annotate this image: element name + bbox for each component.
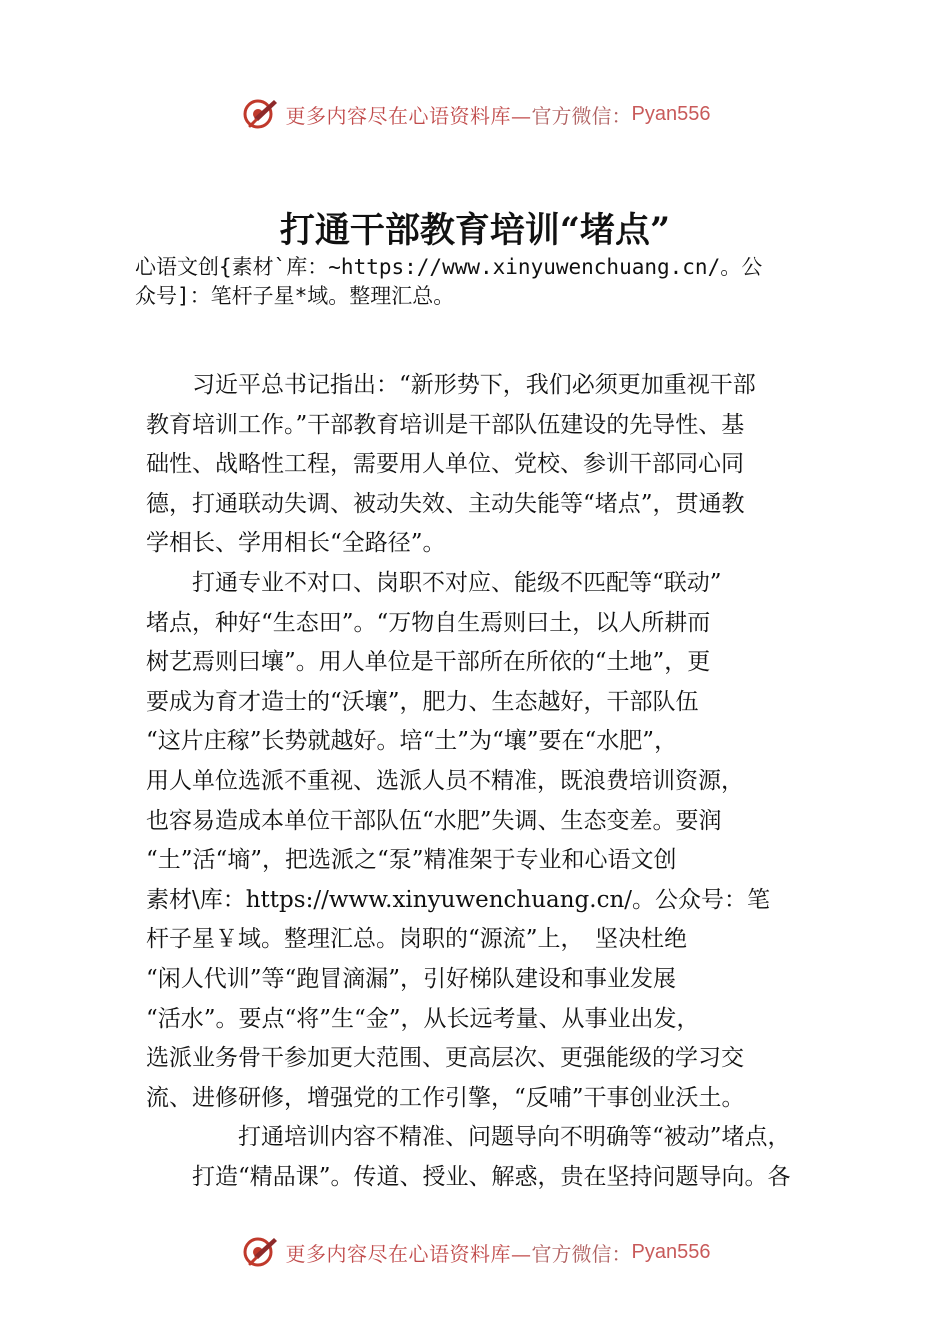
watermark-wechat-id: Pyan556 (631, 1240, 711, 1263)
body-line: “土”活“墒”，把选派之“泵”精准架于专业和心语文创 (146, 847, 677, 874)
body-line: 打通专业不对口、岗职不对应、能级不匹配等“联动” (146, 569, 722, 596)
source-note (135, 253, 815, 311)
body-line: 选派业务骨干参加更大范围、更高层次、更强能级的学习交 (146, 1045, 744, 1072)
body-line: 树艺焉则曰壤”。用人单位是干部所在所依的“土地”，更 (146, 649, 711, 676)
body-line: 素材\库：https://www.xinyuwenchuang.cn/。公众号：笔 (146, 886, 771, 913)
body-line: 础性、战略性工程，需要用人单位、党校、参训干部同心同 (146, 451, 744, 478)
body-line: “闲人代训”等“跑冒滴漏”，引好梯队建设和事业发展 (146, 965, 677, 992)
body-line: 打通培训内容不精准、问题导向不明确等“被动”堵点， (146, 1124, 791, 1151)
pen-logo-icon (240, 1232, 280, 1272)
watermark-wechat-id: Pyan556 (631, 102, 711, 125)
body-line: 用人单位选派不重视、选派人员不精准，既浪费培训资源， (146, 767, 744, 794)
source-line: 众号]：笔杆子星*域。整理汇总。 (135, 284, 455, 308)
watermark-text: 更多内容尽在心语资料库— (285, 1241, 532, 1266)
body-line: 教育培训工作。”干部教育培训是干部队伍建设的先导性、基 (146, 411, 745, 438)
watermark-banner-bottom (0, 1232, 950, 1272)
body-line: 习近平总书记指出：“新形势下，我们必须更加重视干部 (146, 372, 756, 398)
document-body (146, 366, 836, 1197)
body-line: 打造“精品课”。传道、授业、解惑，贵在坚持问题导向。各 (146, 1163, 791, 1190)
body-line: “这片庄稼”长势就越好。培“土”为“壤”要在“水肥”， (146, 728, 678, 755)
watermark-text: 更多内容尽在心语资料库— (285, 103, 532, 128)
body-line: 杆子星￥域。整理汇总。岗职的“源流”上， 坚决杜绝 (146, 926, 688, 953)
body-line: 德，打通联动失调、被动失效、主动失能等“堵点”，贯通教 (146, 490, 745, 517)
body-line: 学相长、学用相长“全路径”。 (146, 530, 446, 557)
watermark-wechat-label: 官方微信： (531, 1241, 632, 1266)
body-line: 堵点，种好“生态田”。“万物自生焉则曰土，以人所耕而 (146, 609, 711, 636)
watermark-wechat-label: 官方微信： (531, 103, 632, 128)
body-line: 流、进修研修，增强党的工作引擎，“反哺”干事创业沃土。 (146, 1084, 745, 1111)
watermark-banner-top (0, 94, 950, 134)
body-line: “活水”。要点“将”生“金”，从长远考量、从事业出发， (146, 1005, 700, 1032)
pen-logo-icon (240, 94, 280, 134)
body-line: 也容易造成本单位干部队伍“水肥”失调、生态变差。要润 (146, 807, 722, 834)
source-line: 心语文创{素材`库：~https://www.xinyuwenchuang.cn/。公 (135, 255, 763, 279)
document-title: 打通干部教育培训“堵点” (279, 210, 671, 251)
body-line: 要成为育才造士的“沃壤”，肥力、生态越好，干部队伍 (146, 688, 699, 715)
